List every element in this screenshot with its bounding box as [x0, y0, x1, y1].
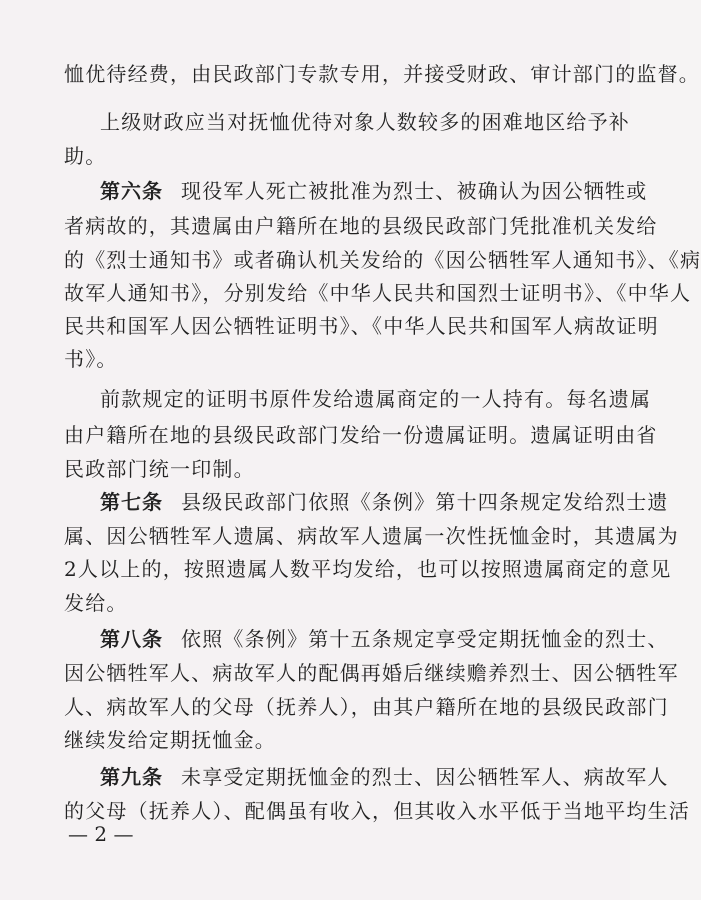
- article-7-first-line: [100, 485, 669, 519]
- article-8-heading: 第八条: [100, 627, 163, 651]
- article-6-first-line: [100, 174, 648, 208]
- text-line-5: 者病故的，其遗属由户籍所在地的县级民政部门凭批准机关发给: [64, 214, 658, 238]
- article-6-heading: 第六条: [100, 179, 163, 203]
- text-line-10: 前款规定的证明书原件发给遗属商定的一人持有。每名遗属: [100, 387, 652, 411]
- article-8-first-line: [100, 622, 669, 656]
- article-7-heading: 第七条: [100, 490, 163, 514]
- text-line-15: 2人以上的，按照遗属人数平均发给，也可以按照遗属商定的意见: [64, 557, 672, 581]
- text-line-9: 书》。: [64, 347, 118, 371]
- text-line-18: 因公牺牲军人、病故军人的配偶再婚后继续赡养烈士、因公牺牲军: [64, 661, 679, 685]
- text-line-19: 人、病故军人的父母（抚养人），由其户籍所在地的县级民政部门: [64, 695, 669, 719]
- text-line-1: 恤优待经费，由民政部门专款专用，并接受财政、审计部门的监督。: [64, 62, 700, 86]
- text-line-14: 属、因公牺牲军人遗属、病故军人遗属一次性抚恤金时，其遗属为: [64, 524, 679, 548]
- article-9-heading: 第九条: [100, 765, 163, 789]
- text-line-8: 民共和国军人因公牺牲证明书》、《中华人民共和国军人病故证明: [64, 314, 659, 338]
- text-line-11: 由户籍所在地的县级民政部门发给一份遗属证明。遗属证明由省: [64, 423, 658, 447]
- page-number: — 2 —: [68, 822, 134, 846]
- text-line-17: 依照《条例》第十五条规定享受定期抚恤金的烈士、: [181, 627, 669, 651]
- text-line-3: 助。: [64, 144, 107, 168]
- text-line-2: 上级财政应当对抚恤优待对象人数较多的困难地区给予补: [100, 110, 630, 134]
- text-line-6: 的《烈士通知书》或者确认机关发给的《因公牺牲军人通知书》、《病: [64, 248, 701, 272]
- text-line-13: 县级民政部门依照《条例》第十四条规定发给烈士遗: [181, 490, 669, 514]
- text-line-7: 故军人通知书》，分别发给《中华人民共和国烈士证明书》、《中华人: [64, 281, 692, 305]
- text-line-4: 现役军人死亡被批准为烈士、被确认为因公牺牲或: [181, 179, 648, 203]
- text-line-21: 未享受定期抚恤金的烈士、因公牺牲军人、病故军人: [181, 765, 669, 789]
- text-line-16: 发给。: [64, 591, 128, 615]
- text-line-22: 的父母（抚养人）、配偶虽有收入，但其收入水平低于当地平均生活: [64, 799, 690, 823]
- text-line-12: 民政部门统一印制。: [64, 457, 255, 481]
- article-9-first-line: [100, 760, 669, 794]
- text-line-20: 继续发给定期抚恤金。: [64, 728, 276, 752]
